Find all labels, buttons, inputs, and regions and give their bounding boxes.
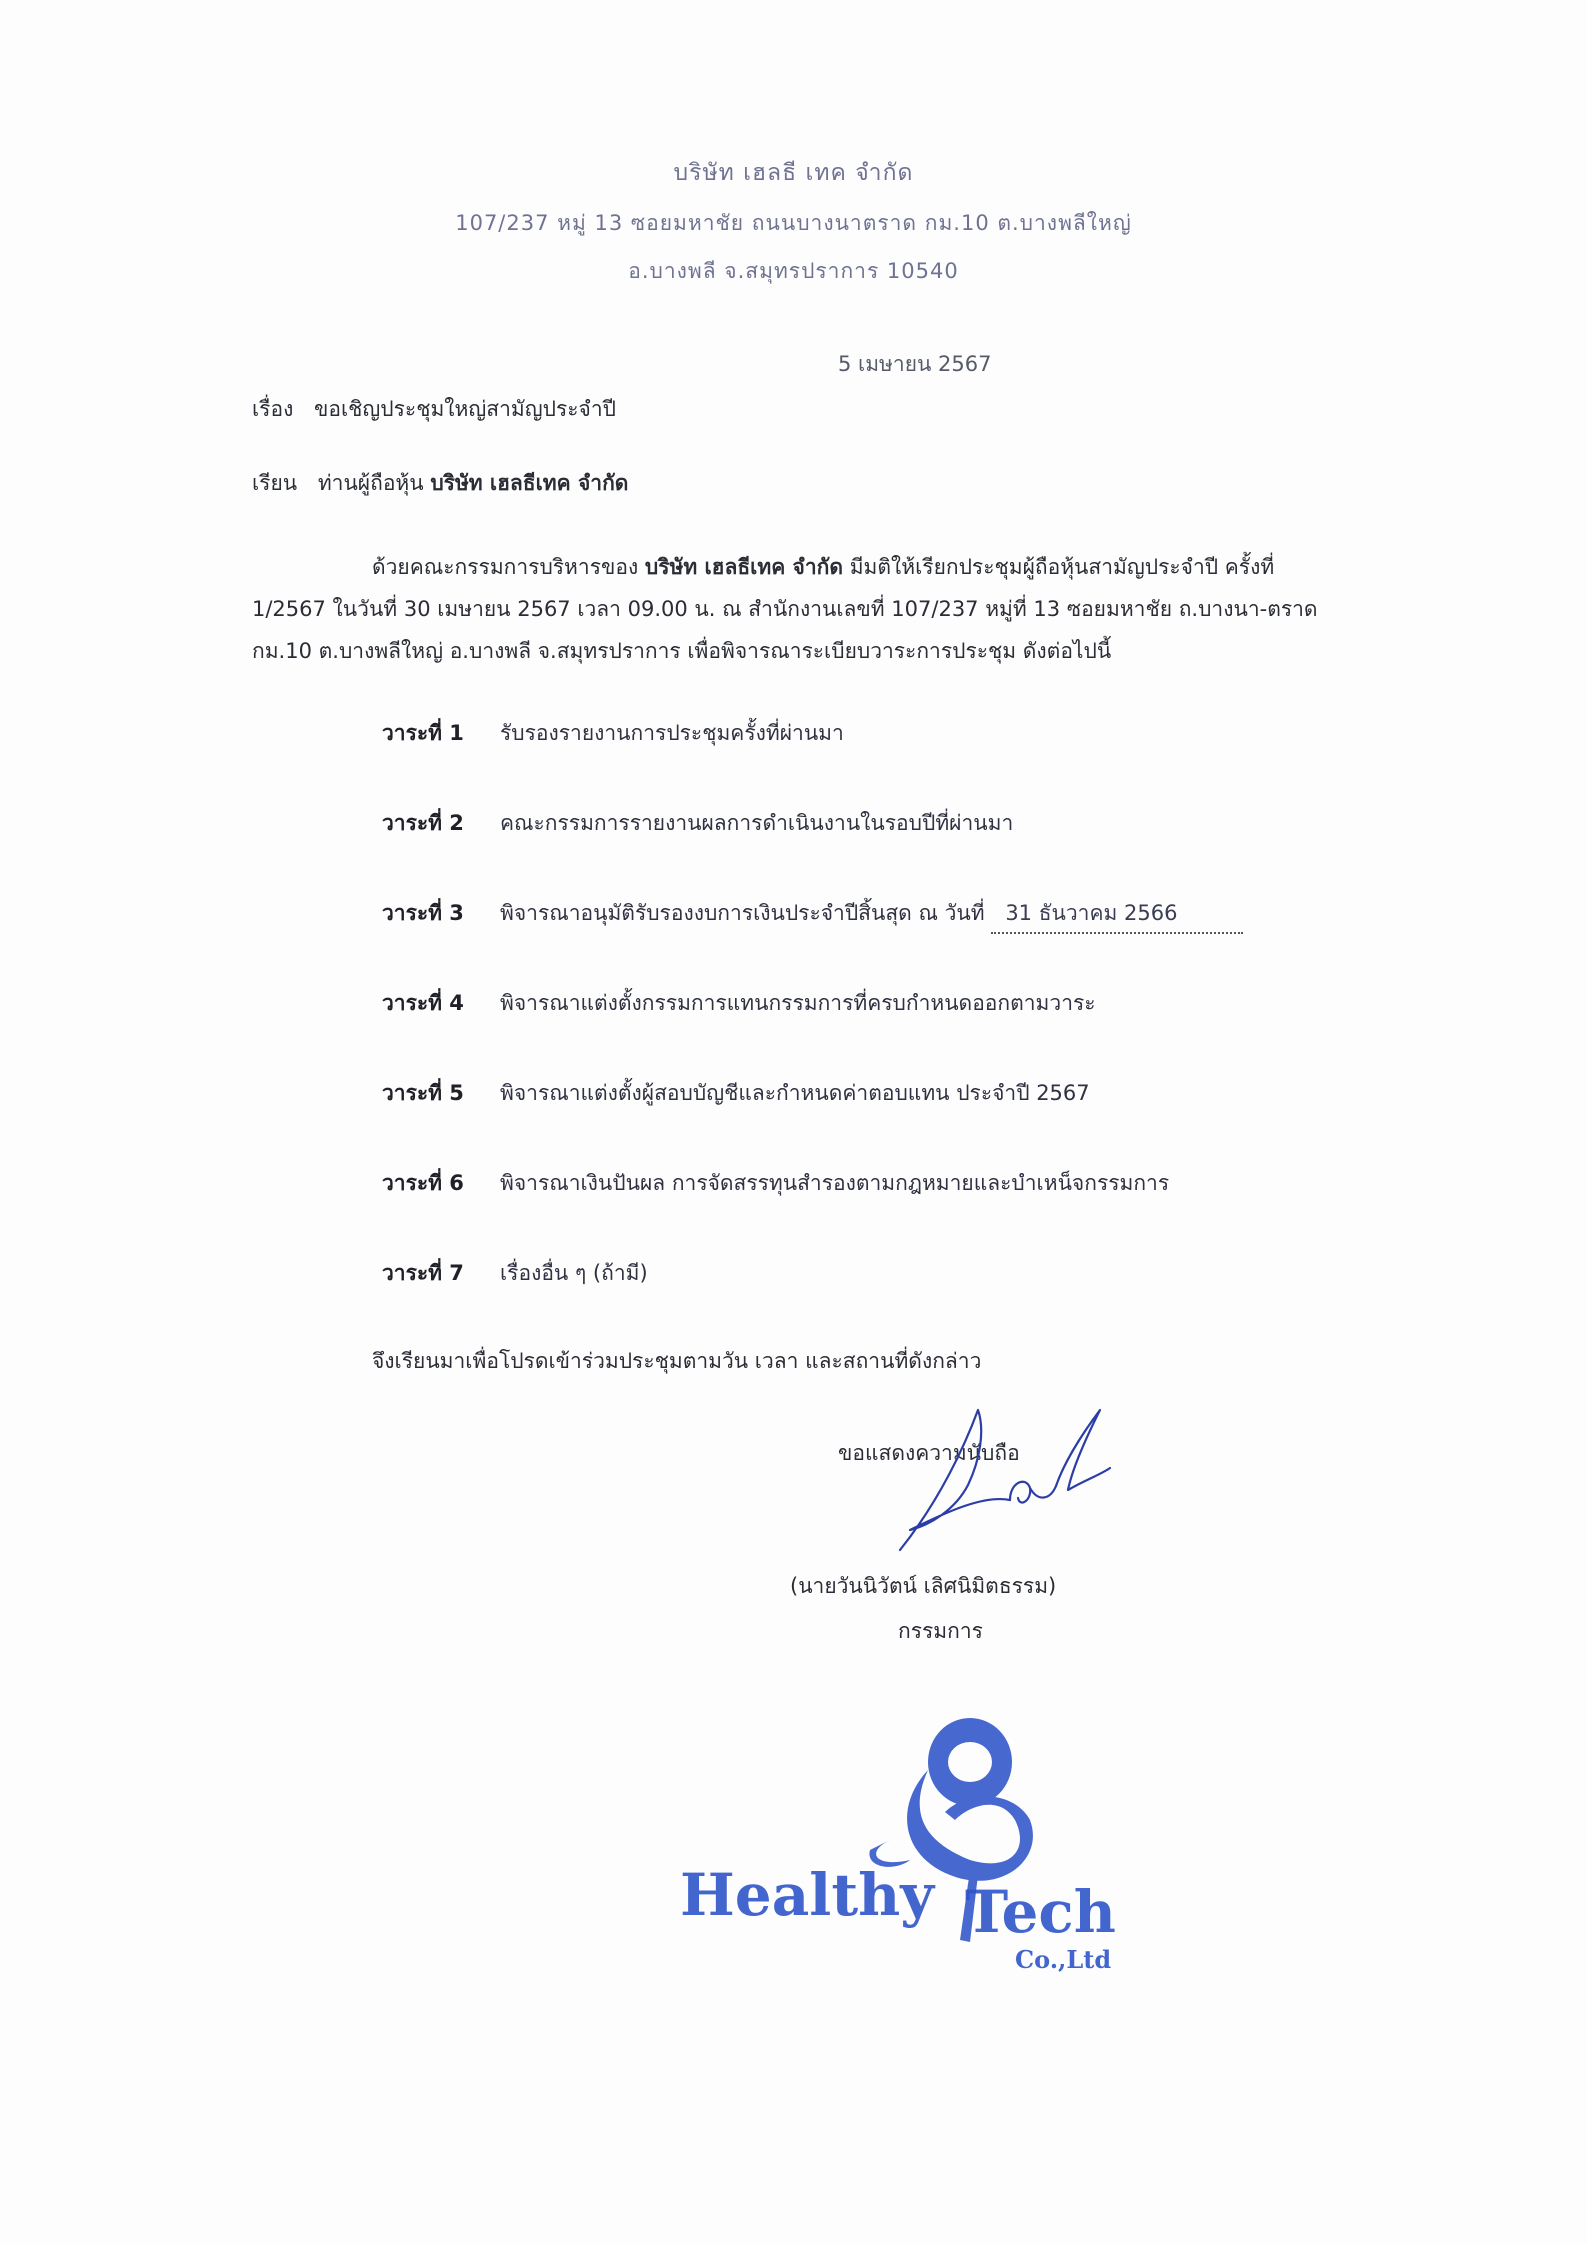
signature-image — [860, 1390, 1120, 1560]
agenda-label: วาระที่ 3 — [382, 901, 464, 925]
stamp-text-coltd: Co.,Ltd — [1015, 1945, 1112, 1974]
company-address-line1: 107/237 หมู่ 13 ซอยมหาชัย ถนนบางนาตราด กม.10 ต.บางพลีใหญ่ — [455, 211, 1132, 235]
subject-label: เรื่อง — [252, 397, 294, 421]
stamp-text-healthy: Healthy — [680, 1861, 934, 1929]
company-stamp-logo — [670, 1700, 1140, 1990]
letter-date: 5 เมษายน 2567 — [838, 352, 992, 376]
company-address-line2: อ.บางพลี จ.สมุทรปราการ 10540 — [628, 259, 959, 283]
recipient-line — [252, 467, 628, 500]
recipient-label: เรียน — [252, 471, 298, 495]
signer-name: (นายวันนิวัตน์ เลิศนิมิตธรรม) — [790, 1574, 1057, 1598]
recipient-company: บริษัท เฮลธีเทค จำกัด — [430, 471, 629, 495]
agenda-text: พิจารณาเงินปันผล การจัดสรรทุนสำรองตามกฎหมายและบำเหน็จกรรมการ — [500, 1171, 1170, 1195]
agenda-date-fill: 31 ธันวาคม 2566 — [991, 897, 1243, 934]
agenda-text: พิจารณาแต่งตั้งผู้สอบบัญชีและกำหนดค่าตอบแทน ประจำปี 2567 — [500, 1081, 1090, 1105]
agenda-item-3 — [382, 897, 1243, 934]
agenda-label: วาระที่ 1 — [382, 721, 464, 745]
body-line-3: กม.10 ต.บางพลีใหญ่ อ.บางพลี จ.สมุทรปราการ เพื่อพิจารณาระเบียบวาระการประชุม ดังต่อไปนี้ — [252, 639, 1112, 663]
recipient-prefix: ท่านผู้ถือหุ้น — [317, 471, 424, 495]
body-line-1: ด้วยคณะกรรมการบริหารของ บริษัท เฮลธีเทค จำกัด มีมติให้เรียกประชุมผู้ถือหุ้นสามัญประจำปี ครั้งที่ — [372, 555, 1275, 579]
body-line-2: 1/2567 ในวันที่ 30 เมษายน 2567 เวลา 09.00 น. ณ สำนักงานเลขที่ 107/237 หมู่ที่ 13 ซอยมหาชัย ถ.บางนา-ตราด — [252, 597, 1318, 621]
regards-text: ขอแสดงความนับถือ — [838, 1441, 1020, 1465]
agenda-item-1 — [382, 717, 844, 750]
subject-text: ขอเชิญประชุมใหญ่สามัญประจำปี — [314, 397, 616, 421]
agenda-item-7 — [382, 1257, 648, 1290]
agenda-label: วาระที่ 6 — [382, 1171, 464, 1195]
agenda-text: พิจารณาอนุมัติรับรองงบการเงินประจำปีสิ้นสุด ณ วันที่ — [500, 901, 985, 925]
agenda-label: วาระที่ 5 — [382, 1081, 464, 1105]
agenda-item-5 — [382, 1077, 1090, 1110]
agenda-label: วาระที่ 7 — [382, 1261, 464, 1285]
subject-line — [252, 393, 616, 426]
company-name: บริษัท เฮลธี เทค จำกัด — [673, 160, 914, 186]
agenda-text: รับรองรายงานการประชุมครั้งที่ผ่านมา — [500, 721, 844, 745]
closing-text: จึงเรียนมาเพื่อโปรดเข้าร่วมประชุมตามวัน เวลา และสถานที่ดังกล่าว — [372, 1349, 982, 1373]
signer-title: กรรมการ — [898, 1619, 983, 1643]
agenda-label: วาระที่ 4 — [382, 991, 464, 1015]
agenda-label: วาระที่ 2 — [382, 811, 464, 835]
agenda-text: พิจารณาแต่งตั้งกรรมการแทนกรรมการที่ครบกำหนดออกตามวาระ — [500, 991, 1096, 1015]
agenda-item-6 — [382, 1167, 1169, 1200]
agenda-item-4 — [382, 987, 1096, 1020]
body-company: บริษัท เฮลธีเทค จำกัด — [644, 555, 844, 579]
agenda-text: เรื่องอื่น ๆ (ถ้ามี) — [500, 1261, 648, 1285]
agenda-item-2 — [382, 807, 1013, 840]
agenda-text: คณะกรรมการรายงานผลการดำเนินงานในรอบปีที่ผ่านมา — [500, 811, 1014, 835]
stamp-text-tech: Tech — [965, 1878, 1116, 1946]
